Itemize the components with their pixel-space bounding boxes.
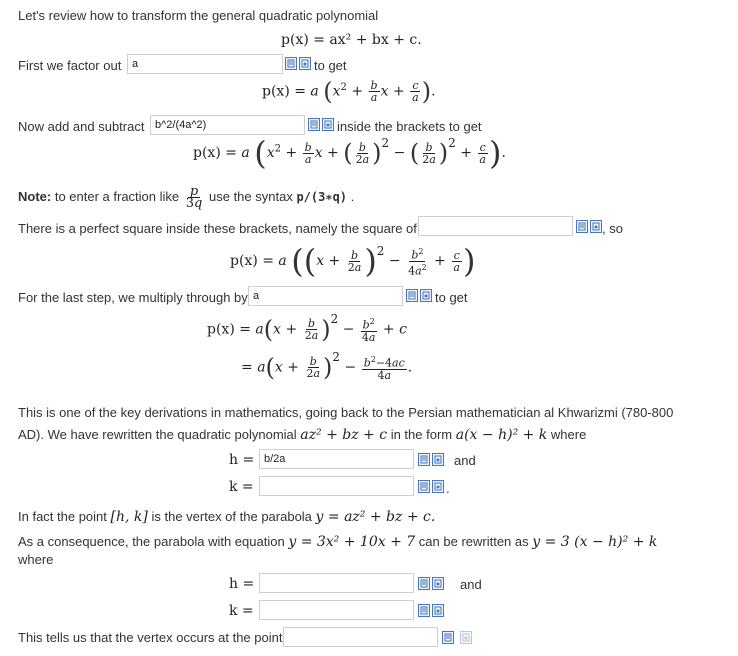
- vertex-text-b: is the vertex of the parabola: [151, 509, 312, 524]
- factor-out-label: First we factor out: [18, 58, 122, 73]
- final-formula-1: p(x) = a(x + $\frac{b}{2a}$ )2 − $\frac{b^2}{4a}$ + c: [207, 312, 407, 344]
- help-icon[interactable]: [590, 220, 602, 233]
- preview-icon[interactable]: [418, 577, 430, 590]
- and-text-1: and: [454, 453, 476, 468]
- h1-icons: [418, 453, 444, 466]
- help-icon[interactable]: [420, 289, 432, 302]
- h-label-1: h =: [229, 452, 255, 468]
- h2-icons: [418, 577, 444, 590]
- to-get-text: to get: [314, 58, 347, 73]
- k-label-1: k =: [229, 479, 254, 495]
- perfect-square-label: There is a perfect square inside these brackets, namely the square of: [18, 221, 417, 236]
- vertex-text-a: In fact the point: [18, 509, 107, 524]
- note-syntax: p/(3∗q): [296, 189, 348, 204]
- specific-vertex-form: y = 3 (x − h)² + k: [532, 534, 658, 550]
- preview-icon[interactable]: [442, 631, 454, 644]
- preview-icon[interactable]: [406, 289, 418, 302]
- preview-icon[interactable]: [418, 480, 430, 493]
- square-of-icons: [576, 220, 602, 233]
- add-subtract-icons: [308, 118, 334, 131]
- vertex-line: [18, 509, 435, 525]
- derivation-line-1: This is one of the key derivations in mathematics, going back to the Persian mathematician al Khwarizmi (780-800: [18, 405, 674, 420]
- intro-text: Let's review how to transform the general quadratic polynomial: [18, 8, 379, 23]
- formula-lhs: p(x) =: [193, 145, 237, 161]
- where-text: where: [18, 552, 54, 567]
- help-icon[interactable]: [432, 577, 444, 590]
- derivation-text-b: in the form: [390, 427, 453, 442]
- last-step-label: For the last step, we multiply through by: [18, 290, 248, 305]
- to-get-text-2: to get: [435, 290, 468, 305]
- derivation-text-a: AD). We have rewritten the quadratic polynomial: [18, 427, 297, 442]
- consequence-line: [18, 534, 657, 550]
- formula-lhs: p(x) =: [230, 253, 274, 270]
- formula-lhs: p(x) =: [262, 83, 306, 100]
- preview-icon[interactable]: [418, 604, 430, 617]
- polynomial-definition: p(x) = ax² + bx + c.: [281, 32, 422, 48]
- preview-icon[interactable]: [285, 57, 297, 70]
- h-input-2[interactable]: [259, 573, 414, 593]
- preview-icon[interactable]: [418, 453, 430, 466]
- k-input-1[interactable]: [259, 476, 414, 496]
- derivation-line-2: [18, 427, 586, 443]
- k-label-2: k =: [229, 603, 254, 619]
- square-of-input[interactable]: [418, 216, 573, 236]
- k2-icons: [418, 604, 444, 617]
- multiply-input[interactable]: [248, 286, 403, 306]
- add-subtract-input[interactable]: [150, 115, 305, 135]
- help-icon[interactable]: [432, 453, 444, 466]
- note-label: Note:: [18, 188, 52, 204]
- preview-icon[interactable]: [576, 220, 588, 233]
- vertex-icons: [442, 631, 472, 644]
- inside-brackets-text: inside the brackets to get: [337, 119, 482, 134]
- h-input-1[interactable]: [259, 449, 414, 469]
- consequence-text-b: can be rewritten as: [418, 534, 529, 549]
- factor-icons: [285, 57, 311, 70]
- preview-icon[interactable]: [308, 118, 320, 131]
- square-formula: p(x) = a ((x + $\frac{b}{2a}$ )2 − $\frac{b^2}{4a^2}$ + $\frac{c}{a}$ ): [230, 242, 476, 281]
- help-icon[interactable]: [299, 57, 311, 70]
- derivation-text-c: where: [550, 427, 587, 442]
- note-text-1: to enter a fraction like: [54, 188, 180, 204]
- help-icon[interactable]: [432, 604, 444, 617]
- parabola-expression: y = az² + bz + c.: [315, 509, 436, 525]
- final-formula-2: = a(x + $\frac{b}{2a}$ )2 − $\frac{b^2-4ac}{4a}$ .: [241, 350, 413, 382]
- h-label-2: h =: [229, 576, 255, 592]
- so-text: , so: [602, 221, 623, 236]
- consequence-text-a: As a consequence, the parabola with equation: [18, 534, 285, 549]
- specific-parabola-expression: y = 3x² + 10x + 7: [288, 534, 416, 550]
- and-text-2: and: [460, 577, 482, 592]
- help-icon[interactable]: [460, 631, 472, 644]
- formula-lhs: p(x) =: [207, 321, 251, 338]
- tells-us-label: This tells us that the vertex occurs at the point: [18, 630, 283, 645]
- vertex-point-expression: [h, k]: [110, 509, 148, 525]
- expanded-formula: p(x) = a ($x^2$ + $\frac{b}{a}$ x + ( $\frac{b}{2a}$ )2 − ( $\frac{b}{2a}$ )2 + $\frac{c}{a}$ ).: [193, 134, 506, 172]
- multiply-icons: [406, 289, 432, 302]
- factored-formula: p(x) = a ($x^2$ + $\frac{b}{a}$ x + $\frac{c}{a}$ ).: [262, 77, 436, 106]
- vertex-form-expression: a(x − h)² + k: [455, 427, 548, 443]
- add-subtract-label: Now add and subtract: [18, 119, 145, 134]
- note-line: Note: to enter a fraction like $\frac{p}{3q}$ use the syntax p/(3∗q) .: [18, 184, 355, 211]
- k-input-2[interactable]: [259, 600, 414, 620]
- help-icon[interactable]: [432, 480, 444, 493]
- k1-icons: [418, 480, 444, 493]
- period-mark: .: [446, 481, 450, 496]
- quad-expression: az² + bz + c: [300, 427, 388, 443]
- note-text-2: use the syntax: [209, 188, 293, 204]
- factor-input[interactable]: [127, 54, 283, 74]
- vertex-input[interactable]: [283, 627, 438, 647]
- help-icon[interactable]: [322, 118, 334, 131]
